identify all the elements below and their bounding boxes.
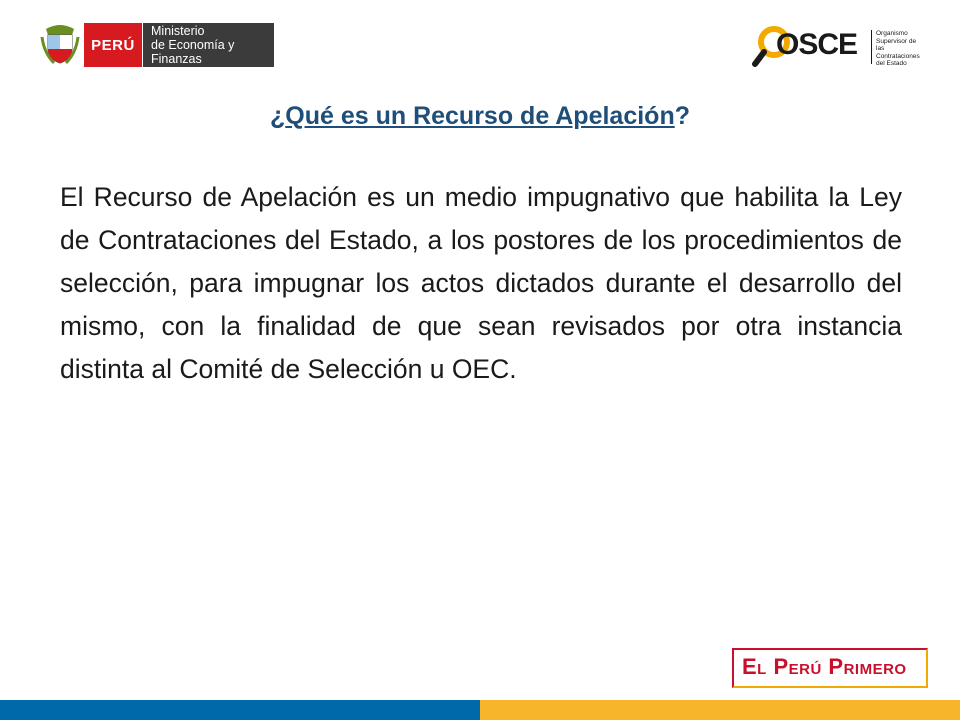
peru-label: PERÚ [84, 23, 142, 67]
slogan-text: El Perú Primero [742, 654, 907, 679]
mef-logo [40, 22, 274, 68]
osce-sub-line-4: del Estado [876, 60, 907, 67]
title-link[interactable]: Qué es un Recurso de Apelación [285, 102, 675, 130]
ministry-line-2: de Economía y Finanzas [151, 38, 235, 66]
ministry-label [142, 23, 274, 67]
osce-logo [752, 20, 922, 70]
osce-subtitle [876, 30, 926, 68]
slogan-logo [732, 648, 928, 688]
osce-divider [871, 30, 872, 64]
footer-bar-blue [0, 700, 480, 720]
title-suffix: ? [674, 102, 690, 130]
title-prefix: ¿ [269, 102, 286, 130]
osce-sub-line-2: Supervisor de las [876, 37, 917, 52]
coat-of-arms-icon [40, 23, 80, 67]
osce-sub-line-3: Contrataciones [876, 52, 920, 60]
slide-body: El Recurso de Apelación es un medio impugnativo que habilita la Ley de Contrataciones del Estado, a los postores de los procedimientos de selección, para impugnar los actos dictados durante el desarrollo del mismo, con la finalidad de que sean revisados por otra instancia distinta al Comité de Selección u OEC. [60, 182, 902, 384]
osce-name: OSCE [776, 28, 858, 61]
slide-title [0, 102, 960, 131]
footer-bar-gold [480, 700, 960, 720]
ministry-line-1: Ministerio [151, 24, 205, 38]
osce-sub-line-1: Organismo [876, 30, 908, 37]
